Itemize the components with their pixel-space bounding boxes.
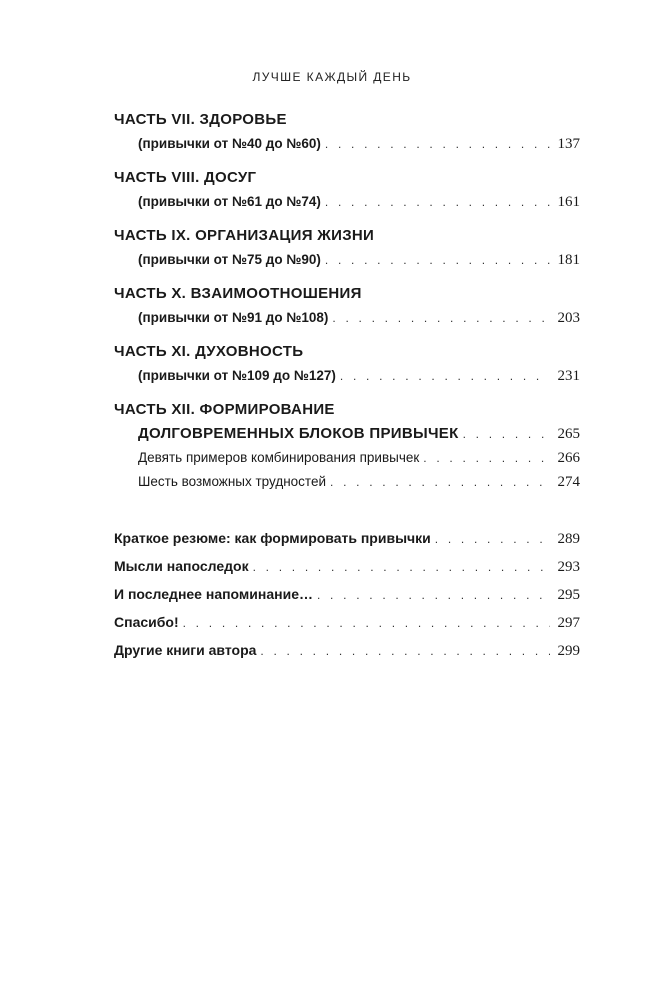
entry-label: Девять примеров комбинирования привычек — [138, 450, 420, 465]
toc-entry[interactable] — [114, 470, 580, 494]
entry-label: (привычки от №91 до №108) — [138, 310, 329, 325]
entry-label: Шесть возможных трудностей — [138, 474, 327, 489]
entry-label: (привычки от №40 до №60) — [138, 136, 321, 151]
page-number: 266 — [557, 450, 580, 466]
dot-leader — [325, 190, 550, 214]
page-number: 231 — [557, 368, 580, 384]
page-number: 181 — [557, 252, 580, 268]
page-number: 289 — [557, 531, 580, 547]
entry-label: Мысли напоследок — [114, 558, 249, 574]
toc-part-10 — [114, 282, 580, 330]
dot-leader — [260, 637, 550, 665]
dot-leader — [330, 470, 550, 494]
toc-entry[interactable] — [114, 636, 580, 664]
page-number: 161 — [557, 194, 580, 210]
entry-label: Краткое резюме: как формировать привычки — [114, 530, 431, 546]
page-number: 265 — [557, 426, 580, 442]
part-title: ЧАСТЬ XII. ФОРМИРОВАНИЕ — [114, 401, 335, 418]
toc-part-9 — [114, 224, 580, 272]
part-title: ЧАСТЬ VII. ЗДОРОВЬЕ — [114, 111, 287, 128]
dot-leader — [325, 248, 550, 272]
part-title: ЧАСТЬ X. ВЗАИМООТНОШЕНИЯ — [114, 285, 362, 302]
entry-label: И последнее напоминание… — [114, 586, 313, 602]
toc-part-11 — [114, 340, 580, 388]
dot-leader — [317, 581, 550, 609]
dot-leader — [435, 525, 550, 553]
entry-label: (привычки от №61 до №74) — [138, 194, 321, 209]
toc-entry[interactable] — [114, 552, 580, 580]
entry-label: Спасибо! — [114, 614, 179, 630]
toc-entry[interactable] — [114, 132, 580, 156]
page-number: 299 — [557, 643, 580, 659]
part-title: ЧАСТЬ IX. ОРГАНИЗАЦИЯ ЖИЗНИ — [114, 227, 375, 244]
page-number: 293 — [557, 559, 580, 575]
section-gap — [114, 504, 580, 524]
page-number: 295 — [557, 587, 580, 603]
toc-entry[interactable] — [114, 446, 580, 470]
dot-leader — [325, 132, 550, 156]
dot-leader — [253, 553, 550, 581]
page-number: 274 — [557, 474, 580, 490]
toc-entry[interactable] — [114, 364, 580, 388]
dot-leader — [332, 306, 550, 330]
table-of-contents — [114, 108, 580, 664]
entry-label: (привычки от №75 до №90) — [138, 252, 321, 267]
page-number: 297 — [557, 615, 580, 631]
page-number: 203 — [557, 310, 580, 326]
dot-leader — [340, 364, 550, 388]
toc-entry[interactable] — [114, 524, 580, 552]
toc-entry[interactable] — [114, 190, 580, 214]
dot-leader — [463, 422, 550, 446]
dot-leader — [423, 446, 550, 470]
toc-part-8 — [114, 166, 580, 214]
toc-entry[interactable] — [114, 306, 580, 330]
entry-label: ДОЛГОВРЕМЕННЫХ БЛОКОВ ПРИВЫЧЕК — [138, 425, 459, 442]
page-number: 137 — [557, 136, 580, 152]
part-title: ЧАСТЬ VIII. ДОСУГ — [114, 169, 257, 186]
entry-label: (привычки от №109 до №127) — [138, 368, 336, 383]
part-title: ЧАСТЬ XI. ДУХОВНОСТЬ — [114, 343, 304, 360]
toc-part-7 — [114, 108, 580, 156]
entry-label: Другие книги автора — [114, 642, 257, 658]
toc-entry[interactable] — [114, 580, 580, 608]
dot-leader — [183, 609, 550, 637]
toc-entry[interactable] — [114, 608, 580, 636]
toc-entry[interactable] — [114, 248, 580, 272]
toc-part-12 — [114, 398, 580, 494]
running-head: ЛУЧШЕ КАЖДЫЙ ДЕНЬ — [252, 70, 412, 84]
toc-entry[interactable] — [114, 422, 580, 446]
